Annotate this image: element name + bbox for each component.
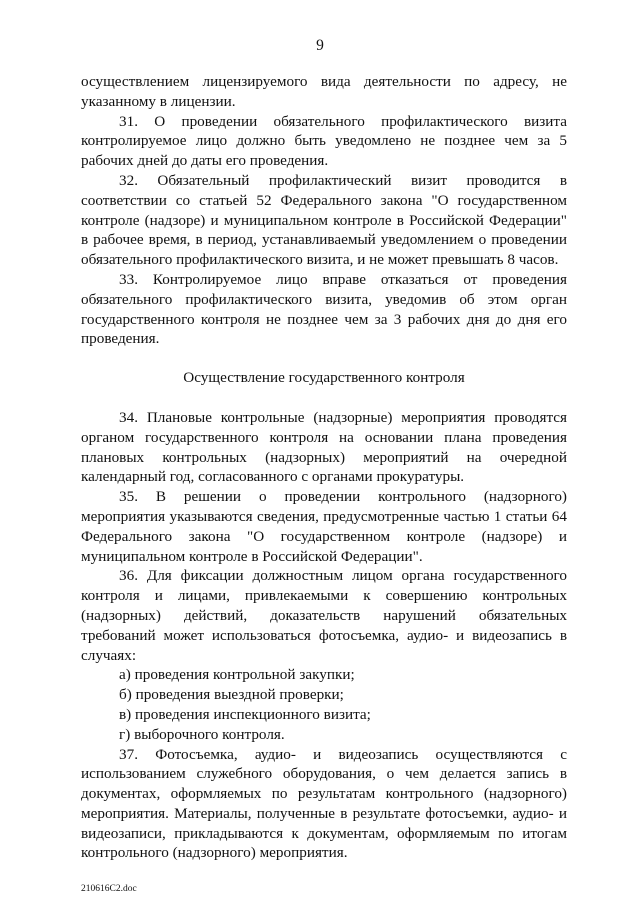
paragraph-continuation: осуществлением лицензируемого вида деятельности по адресу, не указанному в лицензии. — [81, 73, 567, 110]
page-number: 9 — [316, 37, 324, 54]
paragraph-32: 32. Обязательный профилактический визит проводится в соответствии со статьей 52 Федерального закона "О государственном контроле (надзоре) и муниципальном контроле в Российской Федерации" в рабочее время, в период, устанавливаемый уведомлением о проведении обязательного профилактического визита, и не может превышать 8 часов. — [81, 171, 567, 269]
list-item-d: г) выборочного контроля. — [119, 725, 285, 743]
list-item-c: в) проведения инспекционного визита; — [119, 705, 371, 723]
paragraph-35: 35. В решении о проведении контрольного (надзорного) мероприятия указываются сведения, предусмотренные частью 1 статьи 64 Федерального закона "О государственном контроле (надзоре) и муниципальном контроле в Российской Федерации". — [81, 488, 567, 565]
paragraph-31: 31. О проведении обязательного профилактического визита контролируемое лицо должно быть уведомлено не позднее чем за 5 рабочих дней до даты его проведения. — [81, 112, 567, 170]
paragraph-34: 34. Плановые контрольные (надзорные) мероприятия проводятся органом государственного контроля на основании плана проведения плановых контрольных (надзорных) мероприятий на очередной календарный год, согласованного с органами прокуратуры. — [81, 408, 567, 486]
paragraph-36: 36. Для фиксации должностным лицом органа государственного контроля и лицами, привлекаемыми к совершению контрольных (надзорных) действий, доказательств нарушений обязательных требований может использоваться фотосъемка, аудио- и видеозапись в случаях: — [81, 567, 567, 664]
list-item-a: а) проведения контрольной закупки; — [119, 666, 355, 684]
paragraph-33: 33. Контролируемое лицо вправе отказаться от проведения обязательного профилактического визита, уведомив об этом орган государственного контроля не позднее чем за 3 рабочих дня до дня его проведения. — [81, 270, 567, 348]
paragraph-37: 37. Фотосъемка, аудио- и видеозапись осуществляются с использованием служебного оборудования, о чем делается запись в документах, оформляемых по результатам контрольного (надзорного) мероприятия. Материалы, полученные в результате фотосъемки, аудио- и видеозаписи, прикладываются к документам, оформляемым по итогам контрольного (надзорного) мероприятия. — [81, 745, 567, 862]
section-heading: Осуществление государственного контроля — [183, 369, 465, 387]
list-item-b: б) проведения выездной проверки; — [119, 686, 344, 704]
document-body — [81, 72, 567, 863]
footer-filename: 210616С2.doc — [81, 884, 137, 894]
